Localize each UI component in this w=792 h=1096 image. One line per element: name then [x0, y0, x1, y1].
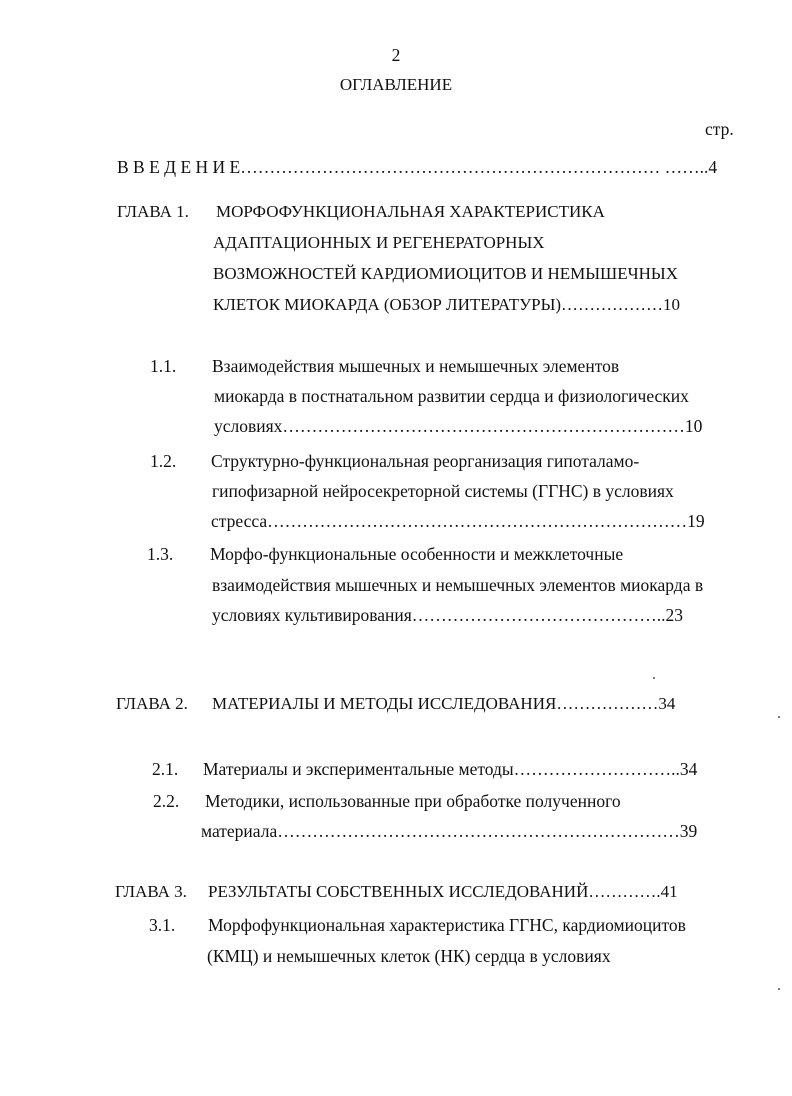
page-number: 2 [391, 45, 401, 65]
page-column-label: стр. [705, 119, 734, 139]
section-title-line: Морфо-функциональные особенности и межклеточные [210, 544, 624, 564]
section-number: 3.1. [149, 915, 176, 935]
section-title-line: стресса………………………………………………………………19 [211, 511, 705, 531]
section-title-line: условиях культивирования……………………………………..23 [212, 605, 684, 625]
section-number: 1.2. [150, 451, 177, 471]
scan-speck [778, 716, 780, 718]
toc-intro: В В Е Д Е Н И Е……………………………………………………………… ……..4 [117, 157, 718, 177]
section-title-line: Материалы и экспериментальные методы………………………..34 [203, 759, 698, 779]
chapter1-label: ГЛАВА 1. [117, 202, 189, 221]
scan-speck [653, 677, 655, 679]
section-title-line: (КМЦ) и немышечных клеток (НК) сердца в условиях [207, 946, 611, 966]
section-title-line: Морфофункциональная характеристика ГГНС, кардиомиоцитов [208, 915, 686, 935]
section-title-line: гипофизарной нейросекреторной системы (ГГНС) в условиях [212, 481, 674, 501]
chapter2-title-line: МАТЕРИАЛЫ И МЕТОДЫ ИССЛЕДОВАНИЯ………………34 [212, 694, 676, 713]
section-title-line: условиях……………………………………………………………10 [214, 416, 703, 436]
section-title-line: взаимодействия мышечных и немышечных элементов миокарда в [212, 575, 704, 595]
chapter1-title-line: МОРФОФУНКЦИОНАЛЬНАЯ ХАРАКТЕРИСТИКА [216, 202, 605, 221]
section-number: 1.3. [147, 544, 174, 564]
section-number: 1.1. [150, 356, 177, 376]
section-title-line: Взаимодействия мышечных и немышечных элементов [212, 356, 620, 376]
chapter3-title-line: РЕЗУЛЬТАТЫ СОБСТВЕННЫХ ИССЛЕДОВАНИЙ………….41 [208, 882, 678, 901]
section-title-line: материала……………………………………………………………39 [201, 821, 698, 841]
section-number: 2.1. [152, 759, 179, 779]
chapter3-label: ГЛАВА 3. [115, 882, 187, 901]
chapter2-label: ГЛАВА 2. [116, 694, 188, 713]
chapter1-title-line: АДАПТАЦИОННЫХ И РЕГЕНЕРАТОРНЫХ [213, 233, 545, 252]
section-title-line: Методики, использованные при обработке полученного [205, 791, 621, 811]
page-title: ОГЛАВЛЕНИЕ [339, 75, 453, 94]
chapter1-title-line: КЛЕТОК МИОКАРДА (ОБЗОР ЛИТЕРАТУРЫ)………………10 [213, 295, 681, 314]
section-title-line: миокарда в постнатальном развитии сердца и физиологических [214, 386, 689, 406]
scan-speck [778, 988, 780, 990]
section-title-line: Структурно-функциональная реорганизация гипоталамо- [211, 451, 640, 471]
section-number: 2.2. [153, 791, 180, 811]
chapter1-title-line: ВОЗМОЖНОСТЕЙ КАРДИОМИОЦИТОВ И НЕМЫШЕЧНЫХ [213, 264, 679, 283]
